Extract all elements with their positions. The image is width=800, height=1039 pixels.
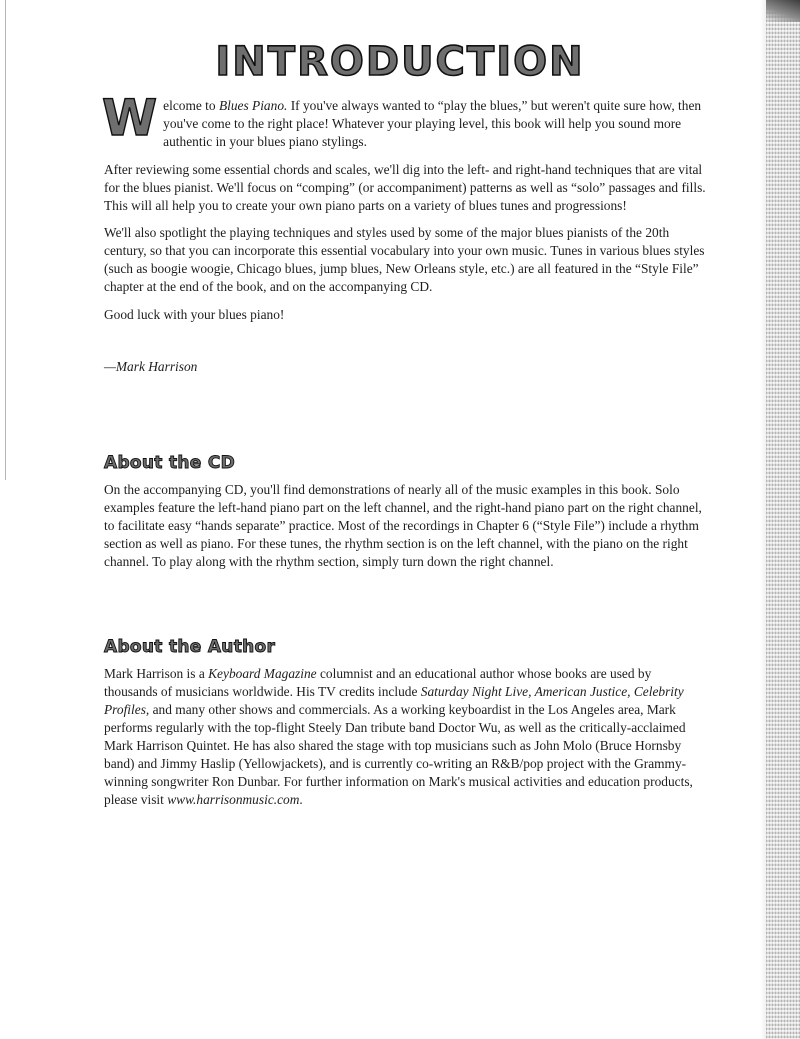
intro-p1-text-b: If you've always wanted to “play the blues,” but weren't quite sure how, then you've come to the right place! Whatever your playing level, this book will help you sound more authentic in your blues piano stylings. — [163, 98, 702, 149]
about-author-paragraph — [104, 665, 706, 808]
magazine-name: Keyboard Magazine — [208, 666, 317, 682]
author-text-4: . — [299, 791, 303, 807]
intro-paragraph-2: After reviewing some essential chords and scales, we'll dig into the left- and right-hand techniques that are vital for the blues pianist. We'll focus on “comping” (or accompaniment) patterns as well as “solo” passages and fills. This will all help you to create your own piano parts on a variety of blues tunes and progressions! — [104, 161, 706, 213]
about-cd-heading: About the CD — [104, 452, 236, 473]
drop-cap: W — [102, 89, 158, 147]
website-link[interactable]: www.harrisonmusic.com — [167, 791, 300, 807]
intro-paragraph-4: Good luck with your blues piano! — [104, 307, 285, 323]
page-title: INTRODUCTION — [215, 39, 585, 85]
tv-credits: Saturday Night Live, American Justice, Celebrity Profiles, — [104, 684, 684, 718]
about-author-heading: About the Author — [104, 637, 276, 658]
about-cd-paragraph: On the accompanying CD, you'll find demonstrations of nearly all of the music examples in this book. Solo examples feature the left-hand piano part on the left channel, and the right-hand piano part on the right channel, to facilitate easy “hands separate” practice. Most of the recordings in Chapter 6 (“Style File”) include a rhythm section as well as piano. For these tunes, the rhythm section is on the left channel, with the piano on the right channel. To play along with the rhythm section, simply turn down the right channel. — [104, 481, 702, 569]
page-corner-fold — [766, 0, 800, 22]
intro-p1-text-a: elcome to — [163, 98, 219, 113]
page-edge-texture — [766, 0, 800, 1039]
intro-paragraph-3: We'll also spotlight the playing techniques and styles used by some of the major blues pianists of the 20th century, so that you can incorporate this essential vocabulary into your own music. Tunes in various blues styles (such as boogie woogie, Chicago blues, jump blues, New Orleans style, etc.) are all featured in the “Style File” chapter at the end of the book, and on the accompanying CD. — [104, 225, 705, 295]
author-signature: —Mark Harrison — [104, 358, 198, 374]
book-title: Blues Piano. — [218, 98, 288, 113]
main-content — [102, 89, 706, 819]
author-text-1: Mark Harrison is a — [104, 666, 209, 682]
author-text-2: columnist and an educational author whose books are used by thousands of musicians worldwide. His TV credits include — [104, 666, 652, 700]
intro-paragraph-1 — [102, 89, 706, 151]
author-text-3: and many other shows and commercials. As a working keyboardist in the Los Angeles area, Mark performs regularly with the top-flight Steely Dan tribute band Doctor Wu, as well as the critically-acclaimed Mark Harrison Quintet. He has also shared the stage with top musicians such as John Molo (Bruce Hornsby band) and Jimmy Haslip (Yellowjackets), and is currently co-writing an R&B/pop project with the Grammy-winning songwriter Ron Dunbar. For further information on Mark's musical activities and education products, please visit — [104, 702, 693, 807]
